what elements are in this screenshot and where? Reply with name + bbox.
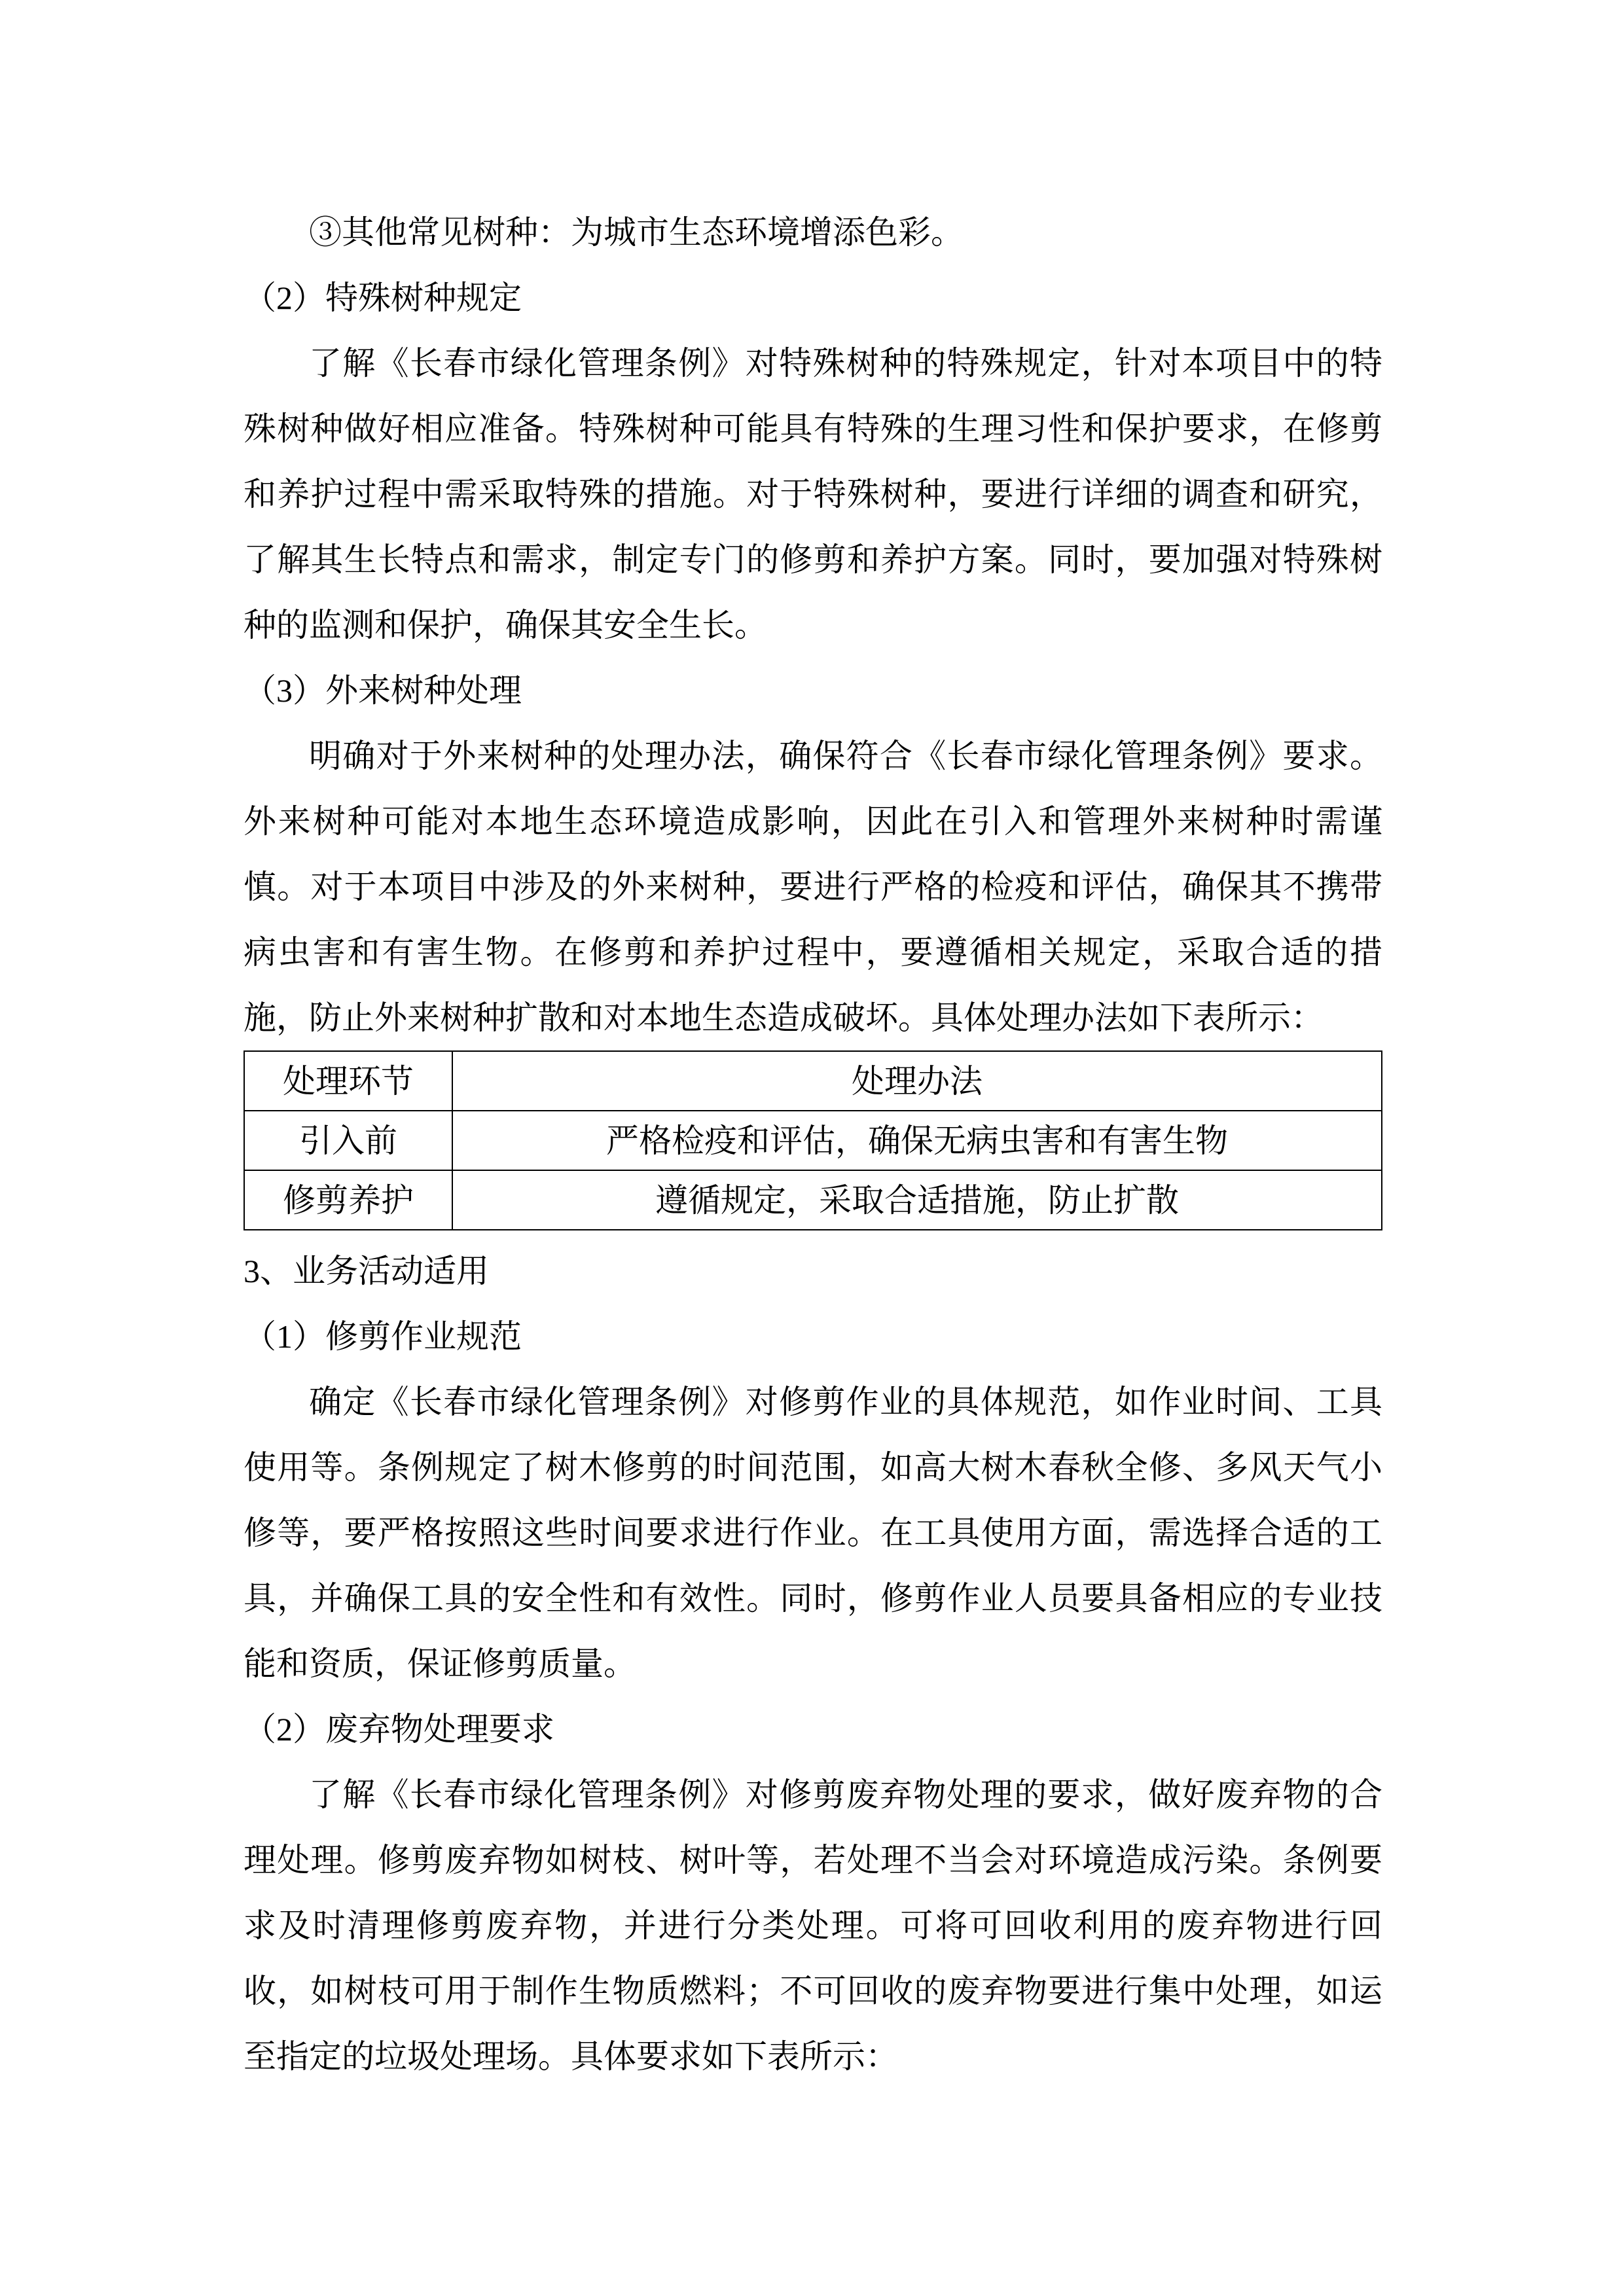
- heading-pruning-standard: （1）修剪作业规范: [244, 1318, 522, 1355]
- table-row: [244, 1170, 1382, 1230]
- table-cell-method: 严格检疫和评估，确保无病虫害和有害生物: [452, 1111, 1382, 1170]
- paragraph-pruning-standard: 确定《长春市绿化管理条例》对修剪作业的具体规范，如作业时间、工具使用等。条例规定了树木修剪的时间范围，如高大树木春秋全修、多风天气小修等，要严格按照这些时间要求进行作业。在工具使用方面，需选择合适的工具，并确保工具的安全性和有效性。同时，修剪作业人员要具备相应的专业技能和资质，保证修剪质量。: [244, 1384, 1382, 1682]
- table-cell-method: 遵循规定，采取合适措施，防止扩散: [452, 1170, 1382, 1230]
- heading-waste-handling: （2）废弃物处理要求: [244, 1711, 554, 1748]
- table-cell-step: 引入前: [244, 1111, 452, 1170]
- heading-foreign-species: （3）外来树种处理: [244, 672, 522, 709]
- paragraph-special-species: 了解《长春市绿化管理条例》对特殊树种的特殊规定，针对本项目中的特殊树种做好相应准备。特殊树种可能具有特殊的生理习性和保护要求，在修剪和养护过程中需采取特殊的措施。对于特殊树种，要进行详细的调查和研究，了解其生长特点和需求，制定专门的修剪和养护方案。同时，要加强对特殊树种的监测和保护，确保其安全生长。: [244, 345, 1382, 643]
- heading-business-activity: 3、业务活动适用: [244, 1253, 489, 1289]
- heading-special-species: （2）特殊树种规定: [244, 279, 522, 316]
- table-header-step: 处理环节: [244, 1051, 452, 1111]
- table-header-row: [244, 1051, 1382, 1111]
- table-header-method: 处理办法: [452, 1051, 1382, 1111]
- table-cell-step: 修剪养护: [244, 1170, 452, 1230]
- paragraph-foreign-species: 明确对于外来树种的处理办法，确保符合《长春市绿化管理条例》要求。外来树种可能对本地生态环境造成影响，因此在引入和管理外来树种时需谨慎。对于本项目中涉及的外来树种，要进行严格的检疫和评估，确保其不携带病虫害和有害生物。在修剪和养护过程中，要遵循相关规定，采取合适的措施，防止外来树种扩散和对本地生态造成破坏。具体处理办法如下表所示：: [244, 738, 1382, 1036]
- list-item-other-species: ③其他常见树种：为城市生态环境增添色彩。: [309, 214, 964, 251]
- treatment-table: [244, 1050, 1382, 1230]
- paragraph-waste-handling: 了解《长春市绿化管理条例》对修剪废弃物处理的要求，做好废弃物的合理处理。修剪废弃物如树枝、树叶等，若处理不当会对环境造成污染。条例要求及时清理修剪废弃物，并进行分类处理。可将可回收利用的废弃物进行回收，如树枝可用于制作生物质燃料；不可回收的废弃物要进行集中处理，如运至指定的垃圾处理场。具体要求如下表所示：: [244, 1776, 1382, 2075]
- table-row: [244, 1111, 1382, 1170]
